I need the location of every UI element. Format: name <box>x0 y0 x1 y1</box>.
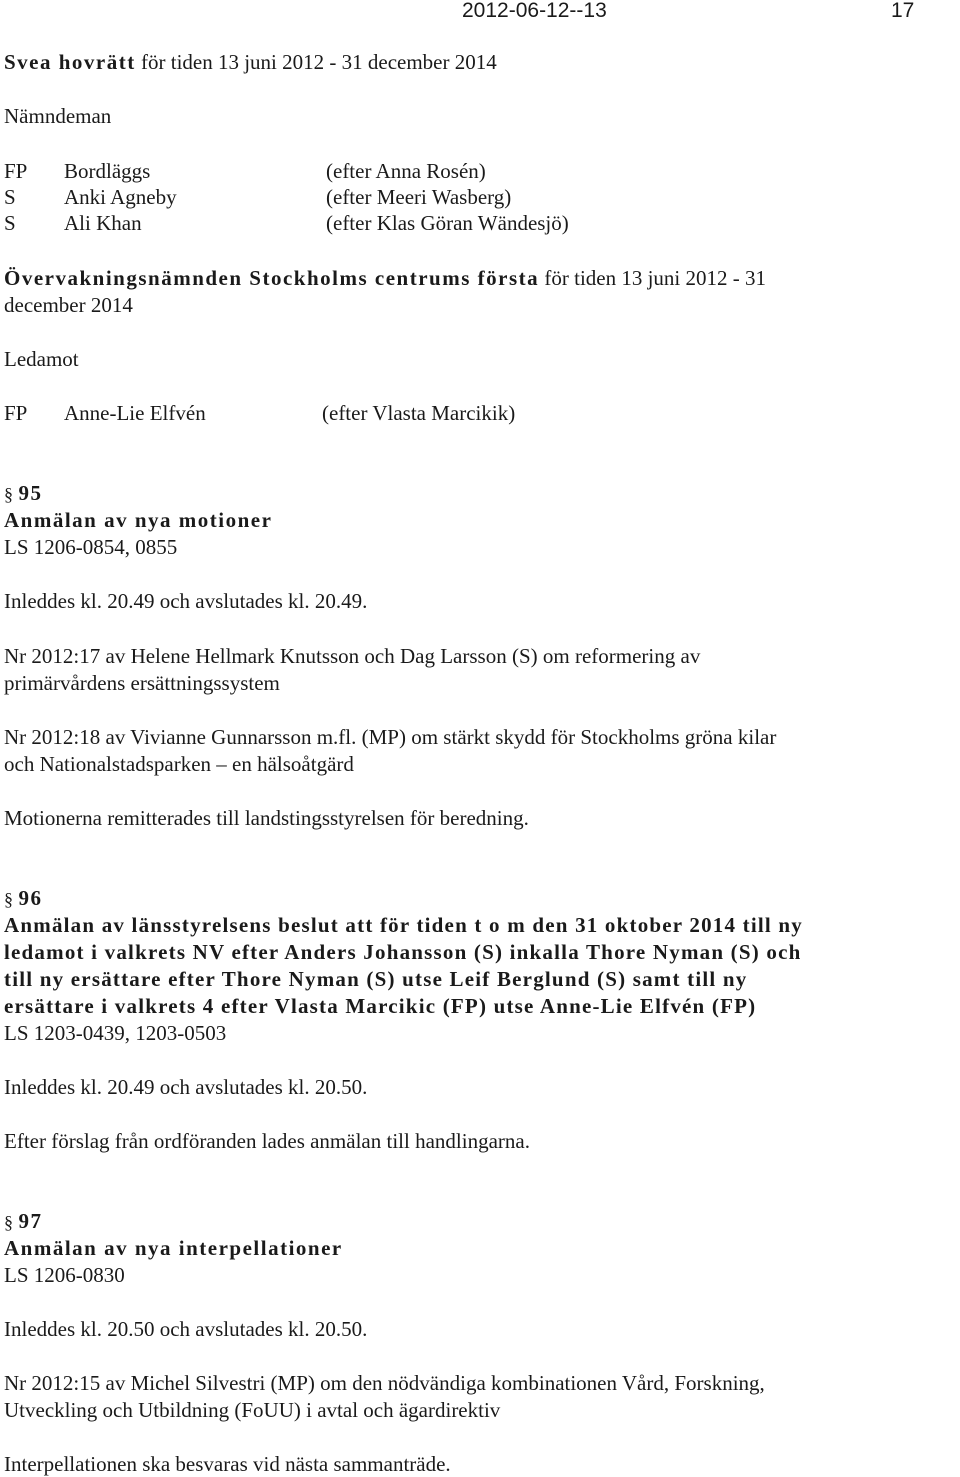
overvakning-row-1-name: Anne-Lie Elfvén <box>64 401 206 425</box>
header-date: 2012-06-12--13 <box>462 0 607 22</box>
paragraph-95-item-2-line-1: Nr 2012:18 av Vivianne Gunnarsson m.fl. (MP) om stärkt skydd för Stockholms gröna kilar <box>4 725 777 749</box>
paragraph-95-number-text: 95 <box>18 481 43 505</box>
paragraph-95-item-2-line-2: och Nationalstadsparken – en hälsoåtgärd <box>4 752 354 776</box>
svea-row-2-party: S <box>4 185 16 209</box>
paragraph-96-decision: Efter förslag från ordföranden lades anmälan till handlingarna. <box>4 1129 530 1153</box>
paragraph-96-heading-line-4: ersättare i valkrets 4 efter Vlasta Marcikic (FP) utse Anne-Lie Elfvén (FP) <box>4 994 757 1018</box>
svea-row-1-party: FP <box>4 159 28 183</box>
section-svea-title-rest: för tiden 13 juni 2012 - 31 december 2014 <box>135 50 497 74</box>
paragraph-97-decision: Interpellationen ska besvaras vid nästa sammanträde. <box>4 1452 451 1476</box>
paragraph-97-number-text: 97 <box>18 1209 43 1233</box>
paragraph-96-ref: LS 1203-0439, 1203-0503 <box>4 1021 227 1045</box>
svea-row-3-after: (efter Klas Göran Wändesjö) <box>326 211 569 235</box>
paragraph-96-number-text: 96 <box>18 886 43 910</box>
svea-row-3-name: Ali Khan <box>64 211 142 235</box>
section-sign-icon: § <box>4 484 15 504</box>
paragraph-96-heading-line-1: Anmälan av länsstyrelsens beslut att för tiden t o m den 31 oktober 2014 till ny <box>4 913 803 937</box>
paragraph-96-heading-line-2: ledamot i valkrets NV efter Anders Johansson (S) inkalla Thore Nyman (S) och <box>4 940 802 964</box>
overvakning-row-1-party: FP <box>4 401 28 425</box>
paragraph-96-time: Inleddes kl. 20.49 och avslutades kl. 20.50. <box>4 1075 368 1099</box>
paragraph-95-item-1-line-2: primärvårdens ersättningssystem <box>4 671 280 695</box>
section-svea-role: Nämndeman <box>4 104 112 128</box>
paragraph-97-item-1-line-1: Nr 2012:15 av Michel Silvestri (MP) om den nödvändiga kombinationen Vård, Forskning, <box>4 1371 765 1395</box>
page-number: 17 <box>891 0 915 22</box>
paragraph-95-heading: Anmälan av nya motioner <box>4 508 273 532</box>
svea-row-2-name: Anki Agneby <box>64 185 177 209</box>
section-svea-title <box>4 52 497 73</box>
paragraph-95-number <box>4 483 43 504</box>
paragraph-95-time: Inleddes kl. 20.49 och avslutades kl. 20.49. <box>4 589 368 613</box>
svea-row-3-party: S <box>4 211 16 235</box>
paragraph-95-item-1-line-1: Nr 2012:17 av Helene Hellmark Knutsson och Dag Larsson (S) om reformering av <box>4 644 701 668</box>
svea-row-1-name: Bordläggs <box>64 159 151 183</box>
section-overvakning-title-line2: december 2014 <box>4 293 133 317</box>
paragraph-95-ref: LS 1206-0854, 0855 <box>4 535 178 559</box>
section-sign-icon: § <box>4 889 15 909</box>
paragraph-96-heading-line-3: till ny ersättare efter Thore Nyman (S) utse Leif Berglund (S) samt till ny <box>4 967 748 991</box>
paragraph-97-heading: Anmälan av nya interpellationer <box>4 1236 343 1260</box>
svea-row-2-after: (efter Meeri Wasberg) <box>326 185 512 209</box>
section-overvakning-role: Ledamot <box>4 347 79 371</box>
section-overvakning-title-rest: för tiden 13 juni 2012 - 31 <box>539 266 767 290</box>
section-svea-title-bold: Svea hovrätt <box>4 50 136 74</box>
overvakning-row-1-after: (efter Vlasta Marcikik) <box>322 401 516 425</box>
paragraph-96-number <box>4 888 43 909</box>
section-sign-icon: § <box>4 1212 15 1232</box>
paragraph-95-decision: Motionerna remitterades till landstingsstyrelsen för beredning. <box>4 806 529 830</box>
paragraph-97-item-1-line-2: Utveckling och Utbildning (FoUU) i avtal och ägardirektiv <box>4 1398 501 1422</box>
paragraph-97-ref: LS 1206-0830 <box>4 1263 125 1287</box>
paragraph-97-number <box>4 1211 43 1232</box>
section-overvakning-title-bold: Övervakningsnämnden Stockholms centrums första <box>4 266 540 290</box>
svea-row-1-after: (efter Anna Rosén) <box>326 159 486 183</box>
paragraph-97-time: Inleddes kl. 20.50 och avslutades kl. 20.50. <box>4 1317 368 1341</box>
section-overvakning-title <box>4 268 766 289</box>
